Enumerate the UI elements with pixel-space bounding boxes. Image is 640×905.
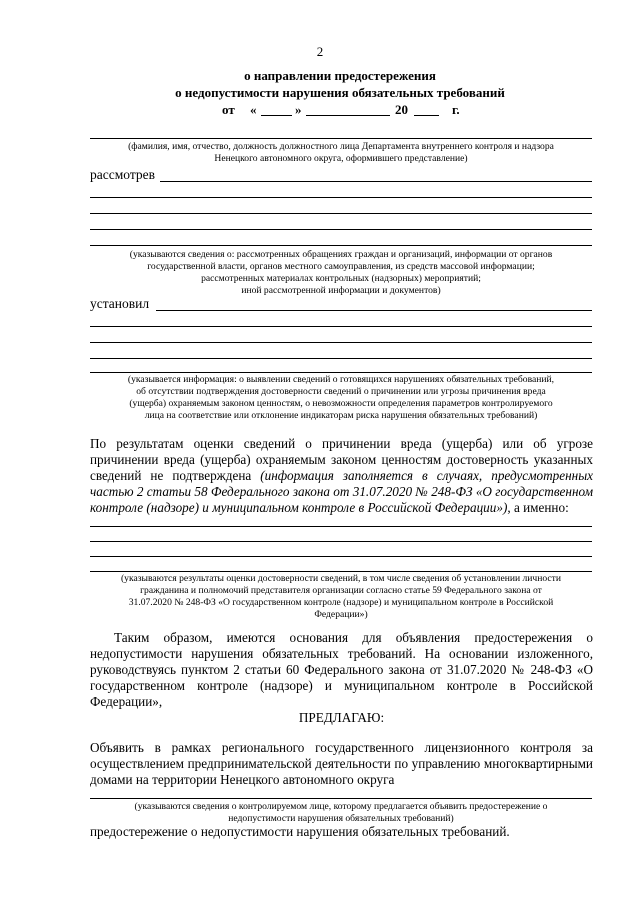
established-field-line — [156, 310, 592, 311]
final-line: предостережение о недопустимости нарушения обязательных требований. — [90, 824, 510, 839]
caption-established — [90, 374, 592, 422]
caption-controlled-line: недопустимости нарушения обязательных требований) — [228, 813, 454, 824]
caption-established-line: (указывается информация: о выявлении сведений о готовящихся нарушениях обязательных требований, — [127, 374, 555, 385]
caption-controlled-line: (указываются сведения о контролируемом лице, которому предлагается объявить предостережение о — [134, 801, 548, 812]
label-considered: рассмотрев — [90, 167, 156, 182]
caption-evaluation-line: Федерации») — [314, 609, 368, 620]
caption-evaluation — [90, 573, 592, 621]
caption-established-line: об отсутствии подтверждения достоверности сведений о причинении или угрозы причинения вреда — [136, 386, 546, 397]
date-month-field — [306, 115, 390, 116]
caption-official-line: Ненецкого автономного округа, оформившего представление) — [214, 153, 468, 164]
considered-field-line — [90, 245, 592, 246]
caption-evaluation-line: (указываются результаты оценки достоверности сведений, в том числе сведения об установлении личности — [120, 573, 561, 584]
evaluation-field-line — [90, 556, 592, 557]
document-title-line2: о недопустимости нарушения обязательных требований — [175, 85, 505, 100]
considered-field-line — [90, 213, 592, 214]
propose-heading: ПРЕДЛАГАЮ: — [298, 710, 385, 725]
evaluation-text: По результатам оценки сведений о причинении вреда (ущерба) или об угрозе причинении вреда (ущерба) охраняемым законом ценностям достоверность указанных сведений не подтверждена — [90, 436, 593, 483]
considered-field-line — [160, 181, 592, 182]
label-established: установил — [90, 296, 150, 311]
caption-considered-line: государственной власти, органов местного самоуправления, из средств массовой информации; — [147, 261, 535, 272]
controlled-person-field — [90, 798, 592, 799]
official-name-field — [90, 138, 592, 139]
evaluation-field-line — [90, 526, 592, 527]
caption-evaluation-line: 31.07.2020 № 248-ФЗ «О государственном контроле (надзоре) и муниципальном контроле в Российской — [128, 597, 554, 608]
caption-considered-line: иной рассмотренной информации и документов) — [241, 285, 441, 296]
date-year-field — [414, 115, 439, 116]
caption-considered-line: рассмотренных материалах контрольных (надзорных) мероприятий; — [201, 273, 481, 284]
evaluation-paragraph — [90, 436, 593, 516]
date-day-field — [261, 115, 292, 116]
evaluation-end: , а именно: — [507, 500, 569, 515]
caption-established-line: (ущерба) охраняемым законом ценностям, о невозможности определения параметров контролируемого — [129, 398, 553, 409]
established-field-line — [90, 358, 592, 359]
date-quote-open: « — [250, 102, 257, 117]
caption-official — [90, 141, 592, 165]
considered-field-line — [90, 229, 592, 230]
page-number: 2 — [316, 44, 324, 59]
caption-established-line: лица на соответствие или отклонение индикаторам риска нарушения обязательных требований) — [144, 410, 538, 421]
date-year-prefix: 20 — [395, 102, 408, 117]
considered-field-line — [90, 197, 592, 198]
evaluation-field-line — [90, 571, 592, 572]
caption-considered-line: (указываются сведения о: рассмотренных обращениях граждан и организаций, информации от органов — [129, 249, 553, 260]
established-field-line — [90, 342, 592, 343]
announce-paragraph: Объявить в рамках регионального государственного лицензионного контроля за осуществлением предпринимательской деятельности по управлению многоквартирными домами на территории Ненецкого автономного округа — [90, 740, 593, 787]
evaluation-note: (информация заполняется в случаях, предусмотренных частью 2 статьи 58 Федерального закона от 31.07.2020 № 248-ФЗ «О государственном контроле (надзоре) и муниципальном контроле в Российской Федерации») — [90, 468, 593, 515]
caption-controlled — [90, 801, 592, 825]
evaluation-field-line — [90, 541, 592, 542]
date-from-label: от — [222, 102, 235, 117]
caption-considered — [90, 249, 592, 297]
caption-official-line: (фамилия, имя, отчество, должность должностного лица Департамента внутреннего контроля и надзора — [128, 141, 554, 152]
document-title-line1: о направлении предостережения — [244, 68, 436, 83]
caption-evaluation-line: гражданина и полномочий представителя организации согласно статье 59 Федерального закона от — [140, 585, 542, 596]
grounds-paragraph: Таким образом, имеются основания для объявления предостережения о недопустимости нарушения обязательных требований. На основании изложенного, руководствуясь пунктом 2 статьи 60 Федерального закона от 31.07.2020 № 248-ФЗ «О государственном контроле (надзоре) и муниципальном контроле в Российской Федерации», — [90, 630, 593, 709]
date-quote-close: » — [295, 102, 302, 117]
established-field-line — [90, 372, 592, 373]
date-year-suffix: г. — [452, 102, 460, 117]
established-field-line — [90, 326, 592, 327]
